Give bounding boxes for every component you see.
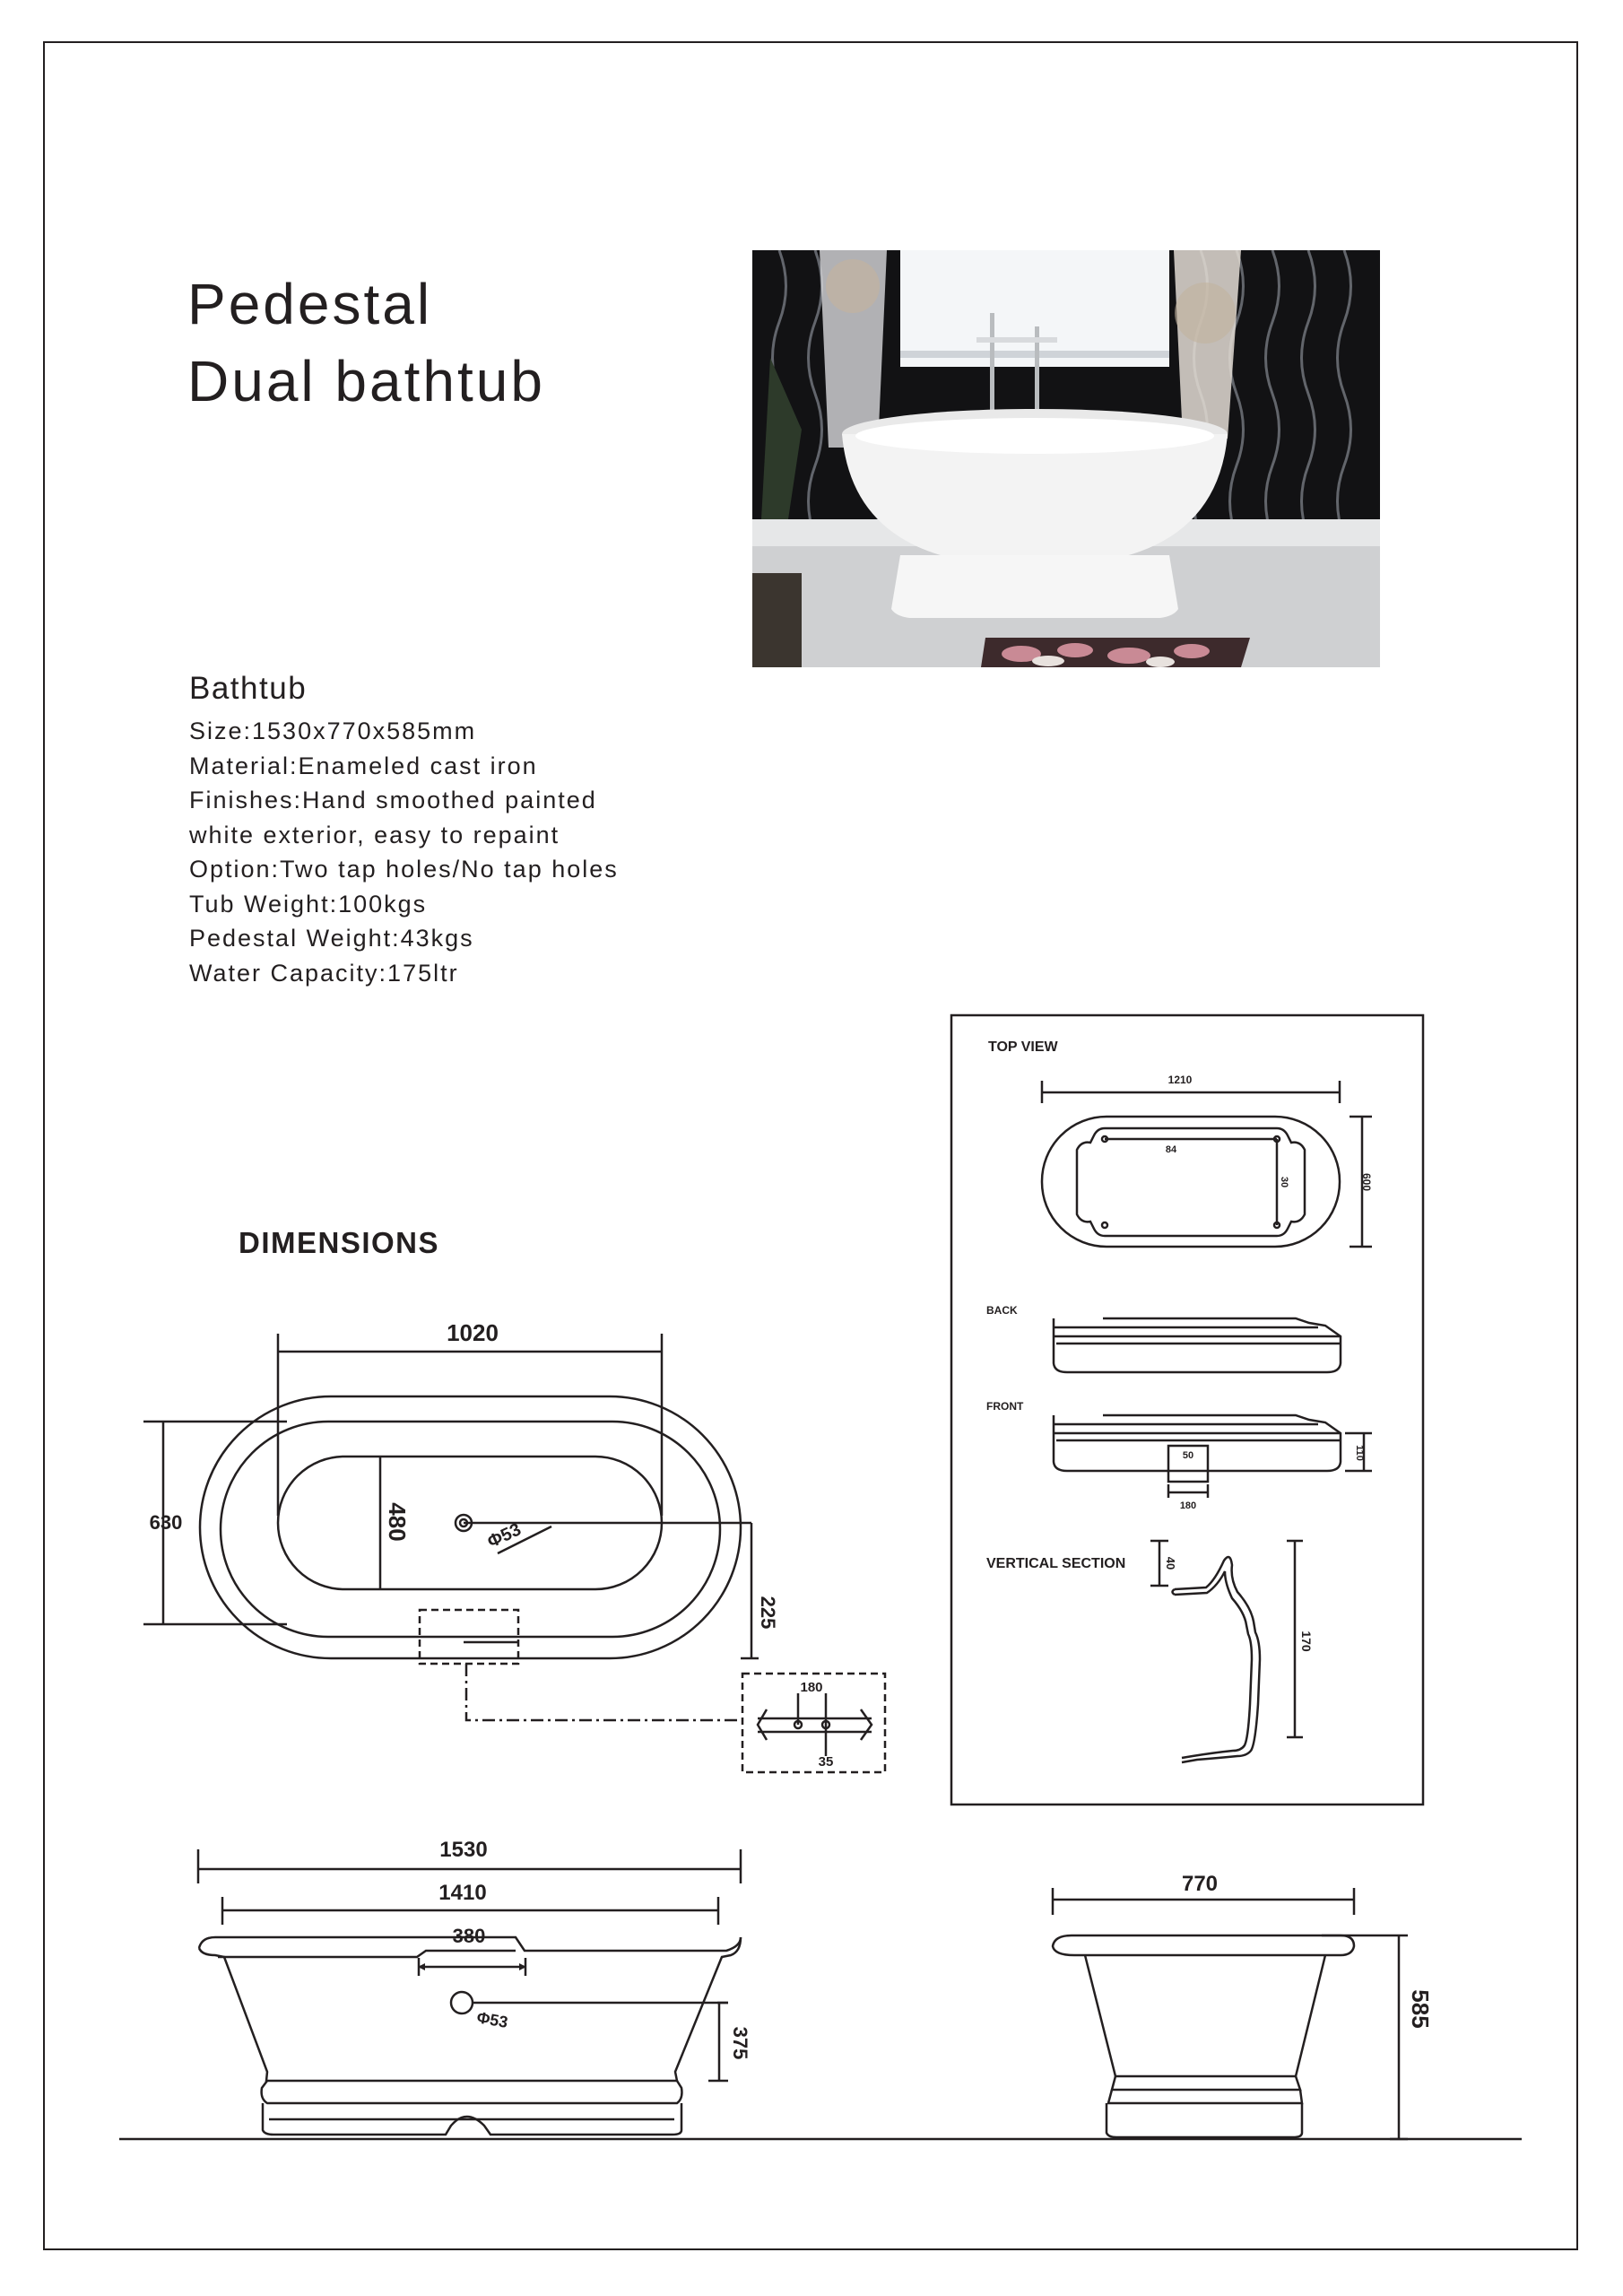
plan-view-drawing bbox=[143, 1334, 885, 1772]
spec-line-pedestal-weight: Pedestal Weight:43kgs bbox=[189, 925, 474, 952]
dim-foot-a: 84 bbox=[1165, 1144, 1177, 1155]
dim-tap-hole: 35 bbox=[818, 1754, 834, 1770]
specs-heading: Bathtub bbox=[189, 671, 308, 706]
end-elevation-drawing bbox=[1053, 1888, 1408, 2139]
spec-line-tub-weight: Tub Weight:100kgs bbox=[189, 890, 428, 918]
dimensions-heading: DIMENSIONS bbox=[239, 1226, 440, 1259]
dim-notch-width: 180 bbox=[1179, 1500, 1197, 1511]
spec-line-finishes: Finishes:Hand smoothed painted bbox=[189, 787, 597, 813]
vertical-section-label: VERTICAL SECTION bbox=[986, 1556, 1126, 1571]
dim-top-span: 380 bbox=[452, 1925, 486, 1947]
spec-line-finishes-cont: white exterior, easy to repaint bbox=[189, 821, 560, 848]
dim-drain-offset: 225 bbox=[757, 1596, 779, 1630]
dim-section-lip: 40 bbox=[1164, 1556, 1177, 1570]
back-label: BACK bbox=[986, 1304, 1018, 1317]
dim-section-height: 170 bbox=[1299, 1631, 1314, 1652]
dim-overflow-height: 375 bbox=[729, 2026, 751, 2060]
dim-end-height: 585 bbox=[1407, 1989, 1434, 2029]
dim-top-width: 600 bbox=[1360, 1172, 1373, 1192]
spec-line-material: Material:Enameled cast iron bbox=[189, 752, 538, 779]
top-view-label: TOP VIEW bbox=[988, 1039, 1058, 1055]
dim-inner-length: 1020 bbox=[447, 1319, 499, 1346]
dim-tap-spacing: 180 bbox=[800, 1680, 823, 1695]
spec-line-water-capacity: Water Capacity:175ltr bbox=[189, 959, 459, 987]
title-line-1: Pedestal bbox=[187, 272, 433, 336]
dim-length-inner: 1410 bbox=[438, 1881, 487, 1905]
plan-view-labels bbox=[150, 1319, 834, 1770]
dim-end-width: 770 bbox=[1181, 1872, 1219, 1896]
dim-drain: Φ53 bbox=[484, 1519, 525, 1552]
spec-line-option: Option:Two tap holes/No tap holes bbox=[189, 856, 619, 883]
dim-foot-b: 30 bbox=[1279, 1176, 1289, 1188]
title-line-2: Dual bathtub bbox=[187, 349, 545, 413]
side-elevation-labels bbox=[438, 1838, 751, 2059]
dim-overflow: Φ53 bbox=[475, 2008, 509, 2031]
end-elevation-labels bbox=[1182, 1872, 1434, 2029]
spec-line-size: Size:1530x770x585mm bbox=[189, 718, 477, 744]
dim-length-total: 1530 bbox=[439, 1838, 488, 1862]
dim-inner-width: 480 bbox=[384, 1502, 411, 1542]
dim-notch-height: 50 bbox=[1182, 1450, 1194, 1461]
dim-outer-width: 630 bbox=[149, 1511, 183, 1534]
dim-top-length: 1210 bbox=[1167, 1074, 1193, 1086]
dim-base-height: 110 bbox=[1354, 1445, 1365, 1461]
front-label: FRONT bbox=[986, 1400, 1024, 1413]
